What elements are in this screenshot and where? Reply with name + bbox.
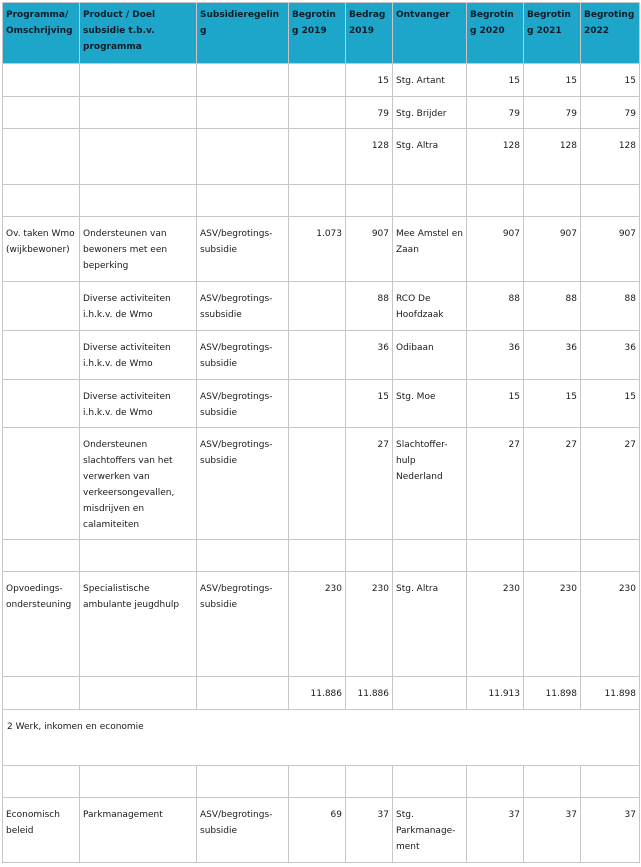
cell-bedrag: 907 xyxy=(346,217,393,282)
cell-programma xyxy=(3,282,80,331)
cell-b2019 xyxy=(289,129,346,185)
cell-bedrag: 128 xyxy=(346,129,393,185)
cell-product: Ondersteunen van bewoners met een beperking xyxy=(80,217,197,282)
cell-b2019 xyxy=(289,282,346,331)
cell-b2020 xyxy=(467,766,524,798)
cell-b2022: 79 xyxy=(581,97,640,129)
cell-ontvanger xyxy=(393,766,467,798)
cell-programma xyxy=(3,677,80,710)
cell-bedrag xyxy=(346,185,393,217)
cell-b2019: 11.886 xyxy=(289,677,346,710)
cell-product xyxy=(80,677,197,710)
cell-programma xyxy=(3,129,80,185)
cell-regeling xyxy=(197,677,289,710)
col-regeling: Subsidieregeling xyxy=(197,3,289,64)
cell-b2022 xyxy=(581,185,640,217)
cell-programma xyxy=(3,64,80,97)
table-row xyxy=(3,428,640,540)
cell-b2019: 69 xyxy=(289,798,346,863)
cell-product: Ondersteunen slachtoffers van het verwerken van verkeersongevallen, misdrijven en calamiteiten xyxy=(80,428,197,540)
cell-regeling: ASV/begrotings-subsidie xyxy=(197,331,289,380)
cell-regeling xyxy=(197,97,289,129)
cell-programma xyxy=(3,331,80,380)
cell-product: Diverse activiteiten i.h.k.v. de Wmo xyxy=(80,380,197,428)
col-begroting-2022: Begroting 2022 xyxy=(581,3,640,64)
cell-b2021: 11.898 xyxy=(524,677,581,710)
cell-regeling xyxy=(197,185,289,217)
cell-regeling: ASV/begrotings-subsidie xyxy=(197,217,289,282)
cell-b2019 xyxy=(289,64,346,97)
cell-product xyxy=(80,97,197,129)
cell-ontvanger xyxy=(393,540,467,572)
col-begroting-2019: Begroting 2019 xyxy=(289,3,346,64)
table-row xyxy=(3,677,640,710)
cell-bedrag: 230 xyxy=(346,572,393,677)
cell-b2022: 128 xyxy=(581,129,640,185)
cell-ontvanger: Stg. Parkmanage-ment xyxy=(393,798,467,863)
header-row xyxy=(3,3,640,64)
table-row xyxy=(3,540,640,572)
table-row xyxy=(3,185,640,217)
cell-b2020: 37 xyxy=(467,798,524,863)
col-ontvanger: Ontvanger xyxy=(393,3,467,64)
cell-product xyxy=(80,540,197,572)
table-row xyxy=(3,64,640,97)
col-begroting-2020: Begroting 2020 xyxy=(467,3,524,64)
cell-b2021: 128 xyxy=(524,129,581,185)
cell-programma xyxy=(3,766,80,798)
cell-ontvanger: Odibaan xyxy=(393,331,467,380)
cell-b2022: 907 xyxy=(581,217,640,282)
cell-product: Specialistische ambulante jeugdhulp xyxy=(80,572,197,677)
cell-b2022: 27 xyxy=(581,428,640,540)
cell-regeling xyxy=(197,129,289,185)
cell-ontvanger: RCO De Hoofdzaak xyxy=(393,282,467,331)
cell-regeling xyxy=(197,766,289,798)
cell-product xyxy=(80,185,197,217)
cell-b2021: 15 xyxy=(524,380,581,428)
table-row xyxy=(3,217,640,282)
cell-b2022: 36 xyxy=(581,331,640,380)
cell-b2019 xyxy=(289,766,346,798)
table-row xyxy=(3,331,640,380)
cell-programma xyxy=(3,185,80,217)
table-row xyxy=(3,798,640,863)
table-row xyxy=(3,766,640,798)
cell-bedrag: 88 xyxy=(346,282,393,331)
cell-bedrag xyxy=(346,766,393,798)
cell-b2021: 907 xyxy=(524,217,581,282)
cell-b2021 xyxy=(524,766,581,798)
cell-programma xyxy=(3,380,80,428)
col-begroting-2021: Begroting 2021 xyxy=(524,3,581,64)
cell-ontvanger: Stg. Brijder xyxy=(393,97,467,129)
cell-regeling xyxy=(197,540,289,572)
cell-programma: Economisch beleid xyxy=(3,798,80,863)
col-bedrag-2019: Bedrag 2019 xyxy=(346,3,393,64)
cell-b2019 xyxy=(289,428,346,540)
table-row xyxy=(3,572,640,677)
cell-programma xyxy=(3,97,80,129)
cell-ontvanger: Stg. Moe xyxy=(393,380,467,428)
cell-b2020: 907 xyxy=(467,217,524,282)
cell-product: Diverse activiteiten i.h.k.v. de Wmo xyxy=(80,331,197,380)
cell-b2019 xyxy=(289,185,346,217)
cell-b2020: 36 xyxy=(467,331,524,380)
cell-programma: Ov. taken Wmo (wijkbewoner) xyxy=(3,217,80,282)
cell-bedrag: 11.886 xyxy=(346,677,393,710)
cell-b2019 xyxy=(289,97,346,129)
cell-b2020: 27 xyxy=(467,428,524,540)
cell-b2021: 36 xyxy=(524,331,581,380)
cell-b2021: 37 xyxy=(524,798,581,863)
cell-bedrag: 15 xyxy=(346,64,393,97)
cell-product xyxy=(80,64,197,97)
cell-regeling: ASV/begrotings-subsidie xyxy=(197,380,289,428)
cell-b2021: 15 xyxy=(524,64,581,97)
cell-b2022: 15 xyxy=(581,380,640,428)
cell-bedrag: 79 xyxy=(346,97,393,129)
cell-b2021 xyxy=(524,540,581,572)
cell-b2022: 11.898 xyxy=(581,677,640,710)
cell-bedrag: 27 xyxy=(346,428,393,540)
cell-b2019 xyxy=(289,540,346,572)
col-product: Product / Doel subsidie t.b.v. programma xyxy=(80,3,197,64)
cell-ontvanger: Stg. Altra xyxy=(393,572,467,677)
cell-ontvanger: Stg. Altra xyxy=(393,129,467,185)
cell-regeling xyxy=(197,64,289,97)
cell-product xyxy=(80,129,197,185)
cell-bedrag: 15 xyxy=(346,380,393,428)
table-row xyxy=(3,380,640,428)
cell-b2019 xyxy=(289,380,346,428)
cell-b2020: 128 xyxy=(467,129,524,185)
cell-b2020: 11.913 xyxy=(467,677,524,710)
cell-bedrag xyxy=(346,540,393,572)
cell-b2021 xyxy=(524,185,581,217)
cell-product xyxy=(80,766,197,798)
table-row xyxy=(3,97,640,129)
cell-b2021: 79 xyxy=(524,97,581,129)
cell-bedrag: 37 xyxy=(346,798,393,863)
cell-regeling: ASV/begrotings-subsidie xyxy=(197,428,289,540)
cell-b2021: 230 xyxy=(524,572,581,677)
cell-ontvanger xyxy=(393,677,467,710)
cell-b2019 xyxy=(289,331,346,380)
cell-ontvanger xyxy=(393,185,467,217)
cell-b2022 xyxy=(581,540,640,572)
cell-bedrag: 36 xyxy=(346,331,393,380)
cell-product: Parkmanagement xyxy=(80,798,197,863)
cell-b2020: 230 xyxy=(467,572,524,677)
cell-b2020: 15 xyxy=(467,64,524,97)
section-title: 2 Werk, inkomen en economie xyxy=(3,710,640,766)
cell-b2020 xyxy=(467,185,524,217)
table-row xyxy=(3,282,640,331)
cell-b2020: 88 xyxy=(467,282,524,331)
cell-ontvanger: Stg. Artant xyxy=(393,64,467,97)
cell-b2020 xyxy=(467,540,524,572)
cell-b2022 xyxy=(581,766,640,798)
cell-b2022: 15 xyxy=(581,64,640,97)
cell-product: Diverse activiteiten i.h.k.v. de Wmo xyxy=(80,282,197,331)
col-programma: Programma/ Omschrijving xyxy=(3,3,80,64)
cell-b2021: 88 xyxy=(524,282,581,331)
cell-regeling: ASV/begrotings-ssubsidie xyxy=(197,282,289,331)
cell-b2020: 79 xyxy=(467,97,524,129)
cell-b2022: 230 xyxy=(581,572,640,677)
cell-ontvanger: Mee Amstel en Zaan xyxy=(393,217,467,282)
cell-programma xyxy=(3,540,80,572)
cell-b2020: 15 xyxy=(467,380,524,428)
cell-regeling: ASV/begrotings-subsidie xyxy=(197,798,289,863)
cell-programma: Opvoedings-ondersteuning xyxy=(3,572,80,677)
cell-b2021: 27 xyxy=(524,428,581,540)
table-row xyxy=(3,129,640,185)
cell-b2019: 230 xyxy=(289,572,346,677)
cell-regeling: ASV/begrotings-subsidie xyxy=(197,572,289,677)
cell-b2022: 88 xyxy=(581,282,640,331)
cell-b2019: 1.073 xyxy=(289,217,346,282)
section-row xyxy=(3,710,640,766)
cell-b2022: 37 xyxy=(581,798,640,863)
subsidie-table xyxy=(2,2,640,863)
cell-programma xyxy=(3,428,80,540)
cell-ontvanger: Slachtoffer-hulp Nederland xyxy=(393,428,467,540)
